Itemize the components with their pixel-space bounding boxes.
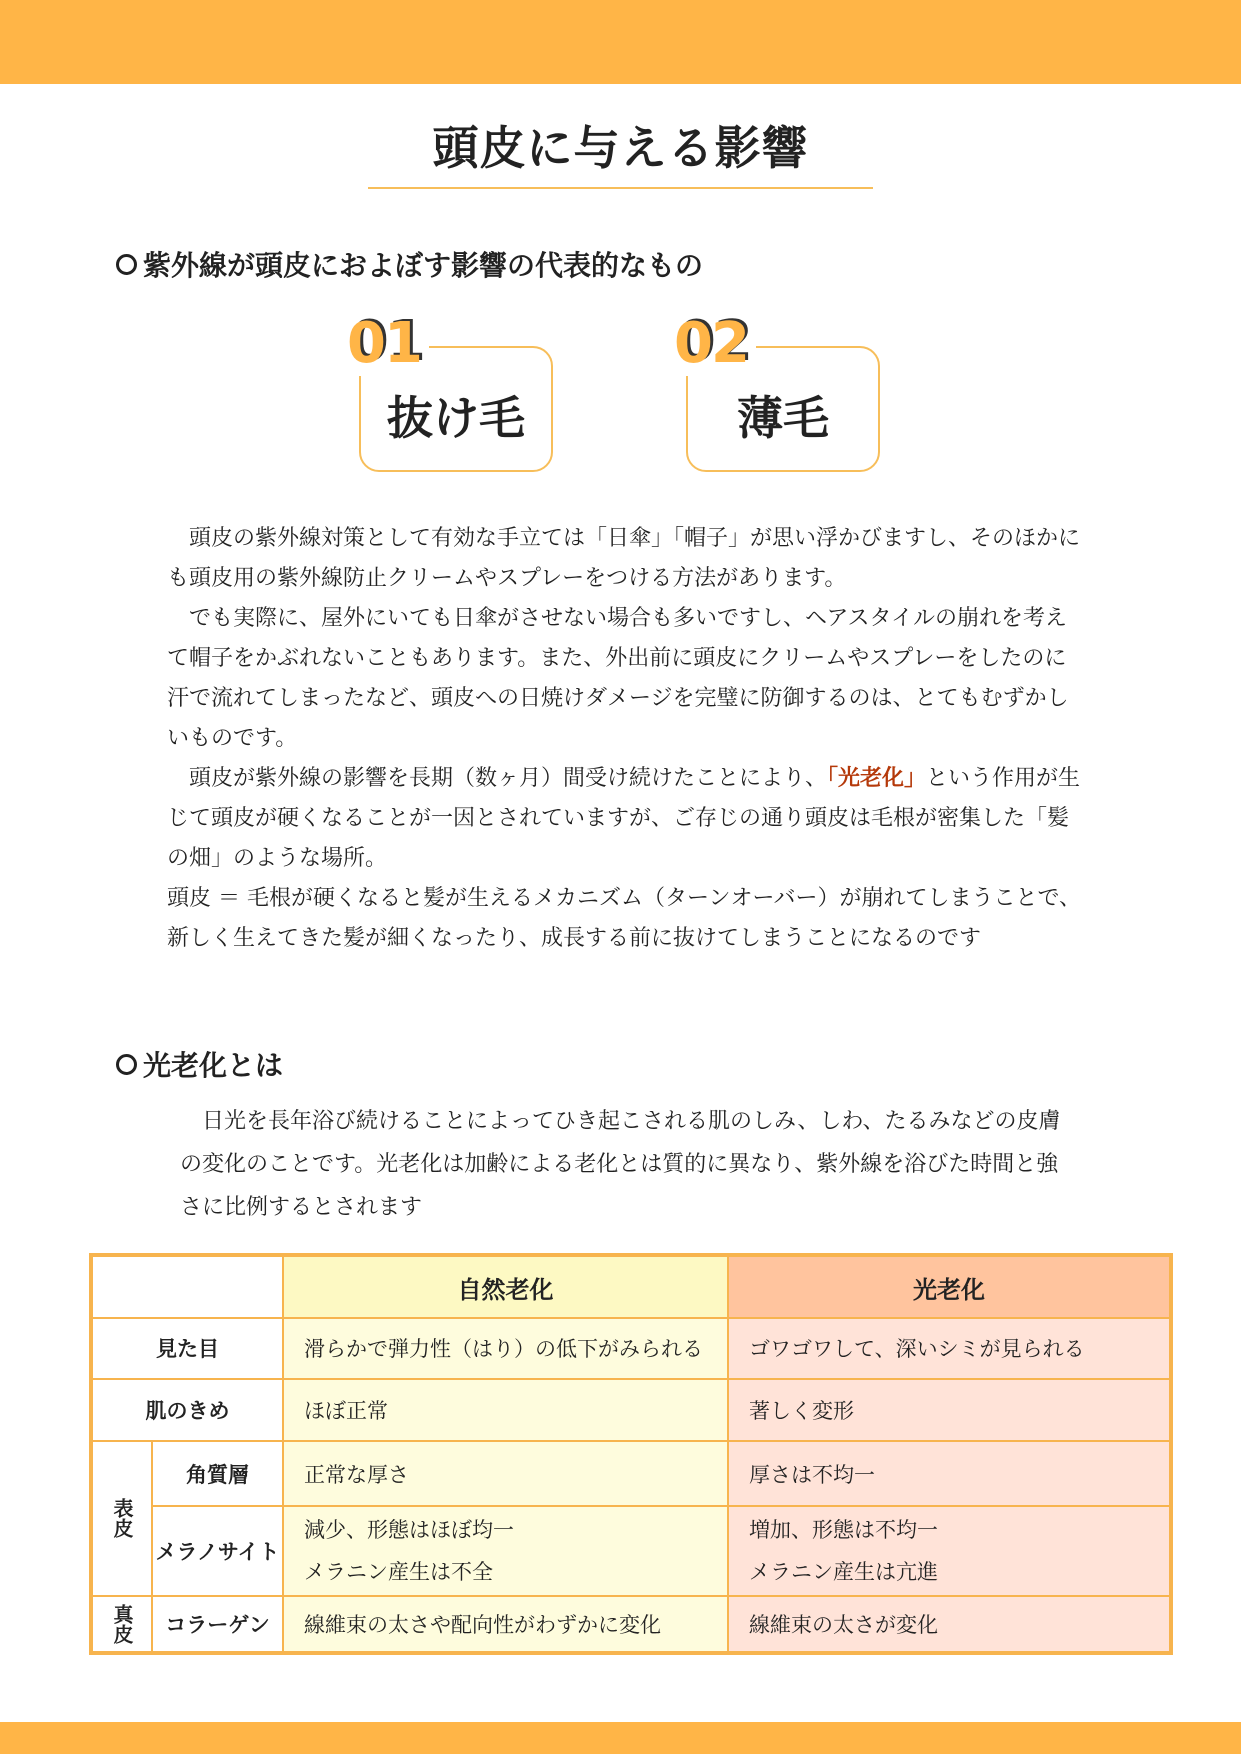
header-photoaging: 光老化 xyxy=(728,1255,1171,1318)
title-underline xyxy=(368,187,873,189)
row-label: 見た目 xyxy=(91,1318,283,1378)
table-row xyxy=(91,1596,1171,1653)
row-label: コラーゲン xyxy=(152,1596,283,1653)
aging-comparison-table xyxy=(89,1253,1173,1655)
cell-line: メラニン産生は不全 xyxy=(304,1559,493,1584)
group-label-epidermis: 表皮 xyxy=(91,1441,152,1596)
top-banner xyxy=(0,0,1241,84)
cell-line: メラニン産生は亢進 xyxy=(749,1559,938,1584)
table-row xyxy=(91,1441,1171,1506)
effect-card-thinning xyxy=(674,311,880,472)
row-label: 角質層 xyxy=(152,1441,283,1506)
section-heading-text: 紫外線が頭皮におよぼす影響の代表的なもの xyxy=(143,249,704,282)
photoaging-highlight: 「光老化」 xyxy=(827,766,927,791)
paragraph: でも実際に、屋外にいても日傘がさせない場合も多いですし、ヘアスタイルの崩れを考えて帽子をかぶれないこともあります。また、外出前に頭皮にクリームやスプレーをしたのに汗で流れてしまったなど、頭皮への日焼けダメージを完璧に防御するのは、とてもむずかしいものです。 xyxy=(167,606,1069,751)
section-heading-text: 光老化とは xyxy=(143,1049,284,1082)
header-natural-aging: 自然老化 xyxy=(283,1255,728,1318)
card-number: 02 xyxy=(674,312,756,376)
row-label: メラノサイト xyxy=(152,1506,283,1595)
table-row xyxy=(91,1379,1171,1441)
photo-cell: ゴワゴワして、深いシミが見られる xyxy=(728,1318,1171,1378)
paragraph-text: 頭皮が紫外線の影響を長期（数ヶ月）間受け続けたことにより、 xyxy=(167,766,828,791)
paragraph xyxy=(167,759,1087,879)
card-number: 01 xyxy=(347,312,429,376)
paragraph: 頭皮の紫外線対策として有効な手立ては「日傘」「帽子」が思い浮かびますし、そのほかにも頭皮用の紫外線防止クリームやスプレーをつける方法があります。 xyxy=(167,526,1081,591)
row-label: 肌のきめ xyxy=(91,1379,283,1441)
paragraph: 頭皮 ＝ 毛根が硬くなると髪が生えるメカニズム（ターンオーバー）が崩れてしまうことで、新しく生えてきた髪が細くなったり、成長する前に抜けてしまうことになるのです xyxy=(167,886,1082,951)
paragraph: 日光を長年浴び続けることによってひき起こされる肌のしみ、しわ、たるみなどの皮膚の変化のことです。光老化は加齢による老化とは質的に異なり、紫外線を浴びた時間と強さに比例するとされます xyxy=(180,1109,1061,1220)
photo-cell xyxy=(728,1506,1171,1595)
effect-card-hair-loss xyxy=(347,311,553,472)
table-row xyxy=(91,1506,1171,1595)
table-header-row xyxy=(91,1255,1171,1318)
natural-cell: ほぼ正常 xyxy=(283,1379,728,1441)
photoaging-body xyxy=(180,1100,1080,1229)
page-title: 頭皮に与える影響 xyxy=(432,121,809,175)
group-label-dermis: 真皮 xyxy=(91,1596,152,1653)
natural-cell: 線維束の太さや配向性がわずかに変化 xyxy=(283,1596,728,1653)
paragraph-text: という作用が生じて頭皮が硬くなることが一因とされていますが、ご存じの通り頭皮は毛根が密集した「髪の畑」のような場所。 xyxy=(167,766,1081,871)
uv-effects-body xyxy=(167,519,1087,959)
photo-cell: 著しく変形 xyxy=(728,1379,1171,1441)
circle-bullet-icon xyxy=(116,1054,137,1075)
natural-cell xyxy=(283,1506,728,1595)
section-heading-uv-effects xyxy=(116,244,703,284)
card-label: 薄毛 xyxy=(737,391,829,445)
natural-cell: 滑らかで弾力性（はり）の低下がみられる xyxy=(283,1318,728,1378)
table-row xyxy=(91,1318,1171,1378)
bottom-banner xyxy=(0,1722,1241,1754)
photo-cell: 厚さは不均一 xyxy=(728,1441,1171,1506)
natural-cell: 正常な厚さ xyxy=(283,1441,728,1506)
card-label: 抜け毛 xyxy=(387,391,525,445)
section-heading-photoaging xyxy=(116,1044,283,1084)
cell-line: 減少、形態はほぼ均一 xyxy=(304,1517,514,1542)
photo-cell: 線維束の太さが変化 xyxy=(728,1596,1171,1653)
circle-bullet-icon xyxy=(116,254,137,275)
table-corner-cell xyxy=(91,1255,283,1318)
cell-line: 増加、形態は不均一 xyxy=(749,1517,938,1542)
